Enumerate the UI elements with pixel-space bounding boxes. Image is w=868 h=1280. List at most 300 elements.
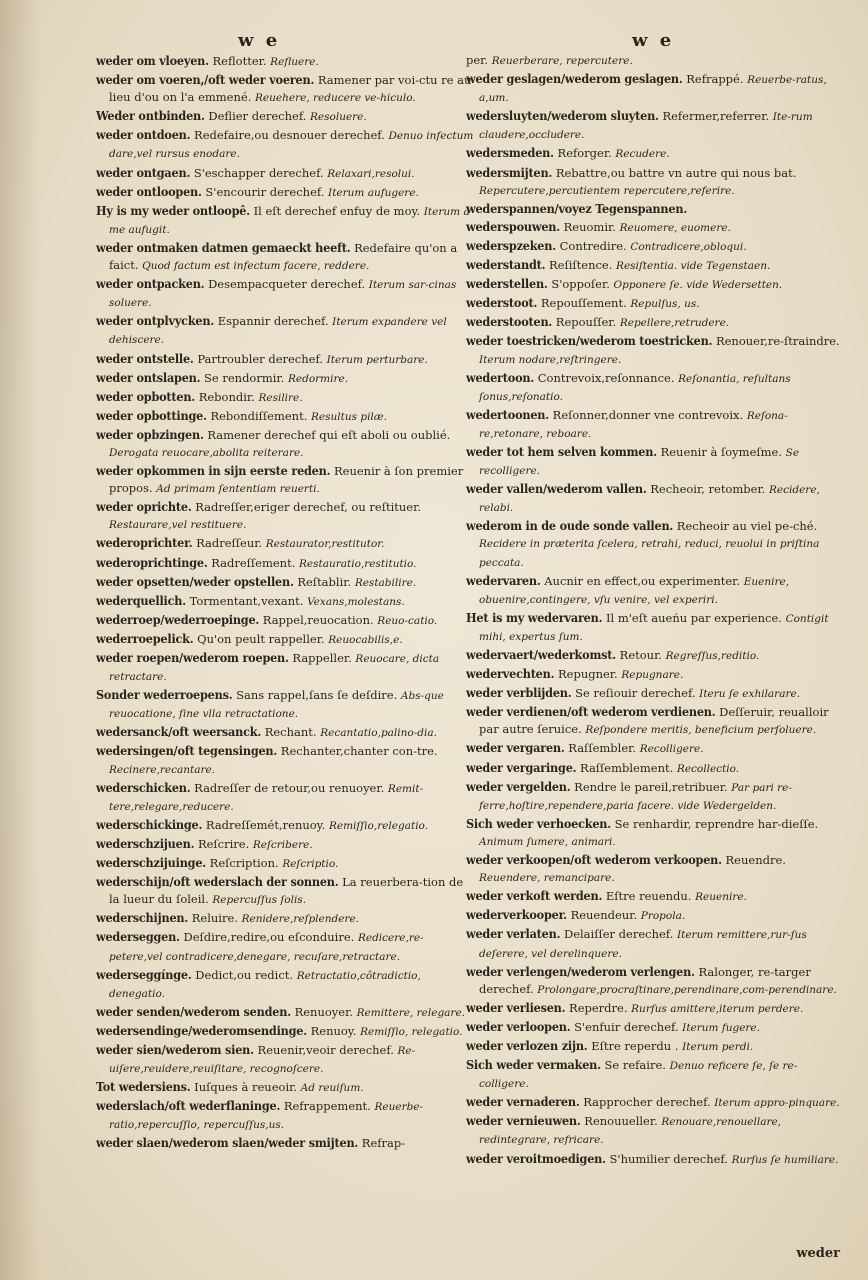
latin-gloss: Iterum à me aufugit.	[109, 205, 470, 236]
headword: wederstandt.	[466, 257, 546, 273]
dictionary-entry	[96, 649, 474, 686]
latin-gloss: Regreſſus,reditio.	[665, 650, 760, 662]
french-gloss: Radreſſeur.	[196, 536, 263, 551]
latin-gloss: Opponere ſe. vide Wedersetten.	[613, 279, 783, 292]
headword: weder verkoft werden.	[466, 888, 603, 904]
dictionary-entry	[466, 218, 846, 237]
headword: wedertoonen.	[466, 406, 549, 422]
dictionary-entry	[96, 928, 474, 965]
headword: weder om vloeyen.	[96, 53, 209, 68]
french-gloss: Refrap-	[361, 1136, 406, 1151]
dictionary-entry	[96, 426, 474, 462]
latin-gloss: Restabilire.	[354, 576, 417, 589]
french-gloss: Se reſiouir derechef.	[575, 686, 696, 701]
dictionary-entry	[96, 126, 474, 163]
headword: wedersmijten.	[466, 164, 553, 180]
latin-gloss: Reuomere, euomere.	[619, 221, 731, 234]
french-gloss: Se rendormir.	[204, 370, 285, 385]
headword: wedervaert/wederkomst.	[466, 647, 616, 662]
french-gloss: Contredire.	[559, 238, 627, 253]
french-gloss: Reperdre.	[569, 1000, 628, 1015]
latin-gloss: Se recolligere.	[479, 446, 800, 478]
latin-gloss: Redicere,re-petere,vel contradicere,denegare, recuſare,retractare.	[109, 932, 424, 963]
headword: wedertoon.	[466, 369, 535, 385]
headword: weder verloopen.	[466, 1018, 571, 1034]
french-gloss: La reuerbera-tion de la lueur du ſoleil.	[109, 875, 464, 907]
dictionary-entry	[466, 684, 846, 703]
latin-gloss: Animum ſumere, animari.	[479, 835, 616, 848]
headword: wederoprichtinge.	[96, 554, 208, 570]
french-gloss: Rechanter,chanter con-tre.	[280, 744, 438, 759]
latin-gloss: Derogata reuocare,abolita reiterare.	[109, 446, 304, 459]
dictionary-entry	[466, 480, 846, 517]
french-gloss: Rappeller.	[292, 651, 352, 665]
headword: Sonder wederroepens.	[96, 687, 233, 703]
dictionary-entry	[96, 1078, 474, 1097]
dictionary-entry	[466, 406, 846, 443]
latin-gloss: Ite-rum claudere,occludere.	[479, 111, 813, 142]
dictionary-entry	[96, 462, 474, 498]
french-gloss: Ramener derechef qui eſt aboli ou oublié.	[207, 427, 451, 442]
dictionary-entry	[466, 906, 846, 925]
dictionary-entry	[466, 294, 846, 313]
dictionary-entry	[96, 779, 474, 816]
headword: wederverkooper.	[466, 907, 567, 923]
french-gloss: Eſtre reperdu .	[591, 1038, 679, 1053]
headword: weder veroitmoedigen.	[466, 1150, 606, 1166]
french-gloss: Rapprocher derechef.	[583, 1095, 711, 1110]
headword: weder ontplvycken.	[96, 313, 215, 329]
headword: wederseggen.	[96, 929, 180, 945]
latin-gloss: Reuerbe-ratio,repercuſſio, repercuſſus,us.	[109, 1101, 424, 1132]
dictionary-entry	[96, 854, 474, 873]
french-gloss: Reluire.	[191, 911, 238, 926]
dictionary-entry	[96, 742, 474, 778]
dictionary-entry	[466, 52, 846, 70]
latin-gloss: Reuendere, remancipare.	[479, 872, 615, 885]
french-gloss: Refrappement.	[283, 1099, 371, 1114]
latin-gloss: Recudere.	[615, 148, 670, 161]
headword: weder ontstelle.	[96, 350, 194, 366]
french-gloss: S'enfuir derechef.	[574, 1019, 679, 1034]
latin-gloss: Restaurare,vel restituere.	[109, 519, 247, 532]
french-gloss: Iuſques à reueoir.	[194, 1080, 298, 1095]
dictionary-entry	[466, 369, 846, 406]
running-head-left: w e	[238, 30, 281, 51]
dictionary-entry	[466, 999, 846, 1018]
french-gloss: Partroubler derechef.	[197, 351, 323, 366]
headword: weder senden/wederom senden.	[96, 1003, 291, 1019]
french-gloss: Reuenir à ſoymeſme.	[660, 444, 783, 459]
french-gloss: Radreſſemét,renuoy.	[205, 817, 326, 832]
headword: weder ontslapen.	[96, 369, 201, 385]
dictionary-entry	[466, 609, 846, 646]
dictionary-entry	[466, 200, 846, 218]
headword: wederschicken.	[96, 779, 191, 795]
french-gloss: Refrappé.	[686, 72, 744, 87]
latin-gloss: Reuo-catio.	[377, 614, 438, 627]
latin-gloss: Recolligere.	[639, 743, 704, 756]
headword: wederschzijuinge.	[96, 855, 207, 871]
dictionary-entry	[96, 407, 474, 426]
dictionary-entry	[96, 498, 474, 534]
french-gloss: Raſſemblement.	[580, 760, 674, 775]
latin-gloss: Restauratio,restitutio.	[299, 557, 417, 570]
dictionary-entry	[96, 554, 474, 573]
french-gloss: Radreſſer,eriger derechef, ou reſtituer.	[195, 500, 422, 515]
latin-gloss: Iterum aufugere.	[328, 186, 419, 199]
latin-gloss: Reſcribere.	[252, 838, 313, 851]
latin-gloss: Reſcriptio.	[282, 858, 339, 871]
dictionary-entry	[466, 144, 846, 163]
headword: wederstooten.	[466, 314, 553, 330]
dictionary-entry	[96, 202, 474, 239]
left-column	[96, 52, 474, 1153]
french-gloss: Reuenir,veoir derechef.	[257, 1042, 394, 1057]
headword: weder tot hem selven kommen.	[466, 443, 657, 459]
latin-gloss: Repellere,retrudere.	[619, 317, 730, 330]
dictionary-entry	[96, 966, 474, 1003]
latin-gloss: Abs-que reuocatione, ſine vlla retractatione.	[109, 690, 444, 721]
french-gloss: Reuendre.	[725, 853, 786, 868]
latin-gloss: Remit-tere,relegare,reducere.	[109, 782, 424, 813]
latin-gloss: Euenire, obuenire,contingere, vſu venire, vel experiri.	[479, 575, 790, 606]
french-gloss: Renouueller.	[584, 1114, 658, 1129]
page-gutter-shadow	[0, 0, 40, 1280]
french-gloss: Reſtablir.	[297, 574, 352, 589]
french-gloss: Repouſſement.	[540, 296, 627, 311]
dictionary-entry	[96, 573, 474, 592]
french-gloss: S'oppoſer.	[551, 277, 610, 292]
dictionary-entry	[466, 1056, 846, 1093]
latin-gloss: Iterum remittere,rur-ſus deſerere, vel derelinquere.	[479, 929, 807, 960]
latin-gloss: Re-uiſere,reuidere,reuiſitare, recognoſcere.	[109, 1044, 416, 1076]
dictionary-entry	[96, 71, 474, 107]
dictionary-entry	[466, 107, 846, 144]
latin-gloss: Par pari re-ferre,hoſtire,rependere,paria facere. vide Wedergelden.	[479, 781, 792, 812]
headword: weder ontloopen.	[96, 183, 202, 199]
dictionary-entry	[466, 646, 846, 665]
headword: wederspzeken.	[466, 237, 556, 253]
latin-gloss: Repulſus, us.	[630, 298, 700, 311]
headword: weder opkommen in sijn eerste reden.	[96, 463, 331, 479]
french-gloss: Aucnir en effect,ou experimenter.	[544, 573, 741, 588]
dictionary-entry	[466, 815, 846, 851]
french-gloss: S'encourir derechef.	[205, 184, 325, 199]
headword: wedersmeden.	[466, 145, 554, 161]
headword: wedervaren.	[466, 572, 541, 588]
headword: wedervechten.	[466, 666, 555, 682]
dictionary-entry	[466, 665, 846, 684]
headword: weder verlozen zijn.	[466, 1037, 588, 1053]
dictionary-entry	[96, 909, 474, 928]
dictionary-entry	[96, 183, 474, 202]
dictionary-entry	[466, 572, 846, 609]
headword: weder ontmaken datmen gemaeckt heeft.	[96, 239, 351, 255]
dictionary-entry	[466, 739, 846, 758]
french-gloss: S'eschapper derechef.	[193, 165, 324, 180]
latin-gloss: Propola.	[640, 910, 686, 923]
latin-gloss: Recinere,recantare.	[109, 763, 216, 776]
latin-gloss: Recidere in præterita ſcelera, retrahi, reduci, reuolui in priſtina peccata.	[479, 538, 820, 569]
french-gloss: Contrevoix,reſonnance.	[537, 370, 675, 385]
headword: wederschzijuen.	[96, 835, 195, 851]
headword: weder ontpacken.	[96, 276, 205, 292]
headword: wederoprichter.	[96, 535, 193, 551]
dictionary-entry	[96, 369, 474, 388]
headword: weder verdienen/oft wederom verdienen.	[466, 704, 716, 720]
dictionary-entry	[96, 611, 474, 630]
latin-gloss: Denuo infectum dare,vel rursus enodare.	[109, 130, 474, 161]
french-gloss: Reſiſtence.	[549, 258, 613, 273]
headword: weder om voeren,/oft weder voeren.	[96, 72, 315, 88]
headword: Sich weder verhoecken.	[466, 815, 611, 831]
headword: weder vallen/wederom vallen.	[466, 481, 647, 497]
headword: wederschijn/oft wederslach der sonnen.	[96, 874, 339, 890]
french-gloss: Redefaire,ou desnouer derechef.	[194, 128, 385, 143]
latin-gloss: Iterum sar-cinas soluere.	[109, 279, 457, 310]
french-gloss: Refermer,referrer.	[662, 109, 770, 124]
latin-gloss: Redormire.	[287, 372, 349, 385]
dictionary-entry	[96, 873, 474, 909]
headword: weder verlengen/wederom verlengen.	[466, 963, 695, 979]
headword: wederschijnen.	[96, 910, 189, 926]
french-gloss: Tormentant,vexant.	[189, 593, 304, 608]
latin-gloss: Repugnare.	[621, 669, 684, 682]
headword: wederschickinge.	[96, 816, 203, 832]
french-gloss: Rebattre,ou battre vn autre qui nous bat.	[555, 165, 797, 180]
catchword: weder	[796, 1246, 840, 1261]
headword: weder opsetten/weder opstellen.	[96, 573, 294, 589]
headword: weder vernieuwen.	[466, 1113, 581, 1129]
french-gloss: Reuenir à ſon premier propos.	[109, 464, 464, 496]
latin-gloss: Recidere, relabi.	[479, 484, 820, 515]
dictionary-entry	[96, 388, 474, 407]
latin-gloss: Restaurator,restitutor.	[265, 538, 385, 551]
dictionary-entry	[466, 443, 846, 480]
latin-gloss: Reſona-re,retonare, reboare.	[479, 409, 788, 440]
dictionary-entry	[466, 778, 846, 815]
french-gloss: Redefaire qu'on a faict.	[109, 240, 458, 273]
running-head-right: w e	[632, 30, 675, 51]
headword: weder slaen/wederom slaen/weder smijten.	[96, 1135, 359, 1151]
latin-gloss: Iterum nodare,reſtringere.	[479, 353, 622, 366]
headword: weder opbottinge.	[96, 407, 207, 423]
latin-gloss: Iterum perturbare.	[326, 353, 428, 366]
dictionary-entry	[96, 1134, 474, 1152]
latin-gloss: Rurſus amittere,iterum perdere.	[631, 1002, 804, 1015]
french-gloss: Raſſembler.	[568, 741, 637, 756]
french-gloss: Rechant.	[264, 725, 317, 740]
headword: wederstoot.	[466, 295, 538, 311]
dictionary-entry	[96, 239, 474, 275]
french-gloss: Recheoir au viel pe-ché.	[676, 519, 818, 534]
latin-gloss: Resultus pilæ.	[311, 410, 387, 423]
french-gloss: Deſſeruir, reualloir par autre ſeruice.	[479, 705, 829, 737]
latin-gloss: Resilire.	[258, 391, 303, 404]
french-gloss: Dedict,ou redict.	[195, 967, 294, 982]
french-gloss: Radreſſer de retour,ou renuoyer.	[194, 780, 385, 795]
dictionary-entry	[96, 630, 474, 649]
headword: wederroepelick.	[96, 630, 194, 646]
latin-gloss: Ad reuiſum.	[300, 1082, 364, 1095]
latin-gloss: Reuocare, dicta retractare.	[109, 653, 440, 684]
dictionary-entry	[466, 1093, 846, 1112]
latin-gloss: Reuocabilis,e.	[328, 633, 403, 646]
latin-gloss: Reuerberare, repercutere.	[491, 55, 633, 67]
latin-gloss: Vexans,molestans.	[307, 595, 405, 608]
headword: wedersluyten/wederom sluyten.	[466, 108, 659, 124]
french-gloss: Renuoyer.	[294, 1004, 353, 1019]
french-gloss: Ralonger, re-targer derechef.	[479, 964, 811, 996]
dictionary-entry	[466, 703, 846, 739]
headword: weder ontdoen.	[96, 127, 191, 143]
headword: weder vergelden.	[466, 778, 571, 794]
french-gloss: Desempacqueter derechef.	[208, 277, 366, 292]
dictionary-entry	[96, 835, 474, 854]
dictionary-entry	[466, 256, 846, 275]
headword: weder opbzingen.	[96, 426, 204, 442]
dictionary-entry	[466, 851, 846, 887]
dictionary-entry	[96, 275, 474, 312]
dictionary-entry	[466, 275, 846, 294]
dictionary-entry	[96, 816, 474, 835]
latin-gloss: Reuerbe-ratus, a,um.	[479, 74, 827, 105]
dictionary-entry	[466, 164, 846, 200]
dictionary-entry	[466, 1018, 846, 1037]
latin-gloss: Quod factum est infectum facere, reddere.	[142, 260, 370, 273]
headword: wederseggínge.	[96, 966, 192, 982]
headword: weder ontgaen.	[96, 164, 191, 180]
dictionary-entry	[96, 312, 474, 349]
latin-gloss: Remittere, relegare.	[356, 1006, 465, 1019]
headword: wederroep/wederroepinge.	[96, 611, 260, 627]
right-column	[466, 52, 846, 1169]
headword: weder verliesen.	[466, 999, 566, 1015]
latin-gloss: Reſonantia, reſultans ſonus,reſonatio.	[479, 372, 791, 403]
latin-gloss: Relaxari,resolui.	[327, 167, 415, 180]
latin-gloss: Contradicere,obloqui.	[630, 240, 747, 253]
french-gloss: Qu'on peult rappeller.	[197, 631, 325, 646]
latin-gloss: Iterum appro-pinquare.	[714, 1097, 840, 1110]
dictionary-entry	[466, 759, 846, 778]
latin-gloss: Reſpondere meritis, beneficium perſoluere.	[585, 724, 817, 737]
headword: wederstellen.	[466, 276, 548, 292]
french-gloss: per.	[466, 53, 489, 67]
dictionary-entry	[466, 313, 846, 332]
dictionary-entry	[96, 534, 474, 553]
latin-gloss: Rurſus ſe humiliare.	[731, 1153, 839, 1166]
dictionary-entry	[96, 1003, 474, 1022]
headword: Tot wedersiens.	[96, 1079, 191, 1095]
latin-gloss: Reuenire.	[695, 891, 747, 904]
french-gloss: Se renhardir, reprendre har-dieſſe.	[614, 816, 819, 831]
dictionary-entry	[96, 592, 474, 611]
headword: wedersanck/oft weersanck.	[96, 724, 262, 740]
latin-gloss: Reuehere, reducere ve-hiculo.	[255, 92, 416, 105]
french-gloss: Reforger.	[557, 146, 612, 161]
headword: weder vernaderen.	[466, 1094, 580, 1110]
latin-gloss: Ad primam ſententiam reuerti.	[156, 483, 320, 496]
headword: wederspouwen.	[466, 218, 560, 234]
french-gloss: Reſcrire.	[197, 836, 250, 851]
latin-gloss: Denuo reficere ſe, ſe re-colligere.	[479, 1060, 798, 1091]
latin-gloss: Iteru ſe exhilarare.	[699, 688, 801, 701]
french-gloss: Reuomir.	[563, 219, 616, 234]
dictionary-entry	[466, 1150, 846, 1169]
dictionary-entry	[466, 332, 846, 368]
dictionary-entry	[96, 1097, 474, 1134]
french-gloss: Retour.	[619, 648, 662, 662]
headword: wederquellich.	[96, 592, 186, 608]
headword: weder sien/wederom sien.	[96, 1041, 254, 1057]
headword: weder verkoopen/oft wederom verkoopen.	[466, 852, 722, 868]
french-gloss: Reuendeur.	[570, 908, 638, 923]
latin-gloss: Resoluere.	[310, 111, 367, 124]
dictionary-entry	[466, 1037, 846, 1056]
headword: wederom in de oude sonde vallen.	[466, 518, 674, 534]
french-gloss: Rappel,reuocation.	[262, 612, 374, 627]
latin-gloss: Renidere,reſplendere.	[241, 913, 360, 926]
latin-gloss: Remiſſio, relegatio.	[360, 1025, 463, 1038]
headword: wederspannen/voyez Tegenspannen.	[466, 200, 688, 216]
french-gloss: Il m'eſt aueńu par experience.	[605, 610, 782, 625]
headword: weder opbotten.	[96, 388, 196, 404]
headword: weder geslagen/wederom geslagen.	[466, 71, 683, 87]
french-gloss: Se refaire.	[604, 1058, 666, 1073]
headword: weder verlaten.	[466, 926, 561, 942]
french-gloss: Renouer,re-ſtraindre.	[715, 334, 840, 349]
dictionary-entry	[96, 1041, 474, 1078]
french-gloss: Sans rappel,ſans ſe deſdire.	[236, 688, 398, 703]
dictionary-entry	[466, 1112, 846, 1149]
dictionary-entry	[96, 52, 474, 71]
french-gloss: Ramener par voi-ctu re au lieu d'ou on l'a emmené.	[109, 73, 472, 105]
dictionary-entry	[466, 517, 846, 571]
headword: Sich weder vermaken.	[466, 1057, 601, 1073]
latin-gloss: Repercutere,percutientem repercutere,referire.	[479, 184, 735, 197]
latin-gloss: Prolongare,procraſtinare,perendinare,com-perendinare.	[537, 983, 837, 996]
dictionary-entry	[96, 107, 474, 126]
french-gloss: Reſonner,donner vne contrevoix.	[552, 407, 744, 422]
headword: weder roepen/wederom roepen.	[96, 650, 289, 665]
french-gloss: Rebondiſſement.	[210, 408, 308, 423]
latin-gloss: Recollectio.	[676, 762, 740, 775]
dictionary-entry	[96, 686, 474, 723]
latin-gloss: Iterum expandere vel dehiscere.	[109, 316, 447, 347]
dictionary-entry	[466, 925, 846, 962]
headword: weder oprichte.	[96, 499, 192, 515]
latin-gloss: Renouare,renouellare, redintegrare, refricare.	[479, 1116, 782, 1147]
french-gloss: Recheoir, retomber.	[650, 482, 766, 497]
french-gloss: Eſtre reuendu.	[605, 889, 692, 904]
french-gloss: Delaiſſer derechef.	[563, 927, 674, 942]
headword: wedersingen/oft tegensingen.	[96, 743, 278, 759]
latin-gloss: Remiſſio,relegatio.	[328, 819, 429, 832]
dictionary-entry	[466, 237, 846, 256]
dictionary-entry	[466, 887, 846, 906]
headword: wederslach/oft wederflaninge.	[96, 1098, 281, 1114]
french-gloss: Renuoy.	[310, 1023, 357, 1038]
latin-gloss: Resiſtentia. vide Tegenstaen.	[616, 260, 771, 273]
dictionary-entry	[466, 963, 846, 999]
french-gloss: Deſdire,redire,ou eſconduire.	[183, 930, 355, 945]
french-gloss: Radreſſement.	[211, 555, 296, 570]
latin-gloss: Iterum perdi.	[682, 1040, 754, 1053]
french-gloss: Rebondir.	[198, 389, 255, 404]
french-gloss: S'humilier derechef.	[609, 1151, 728, 1166]
french-gloss: Reſcription.	[209, 856, 279, 871]
